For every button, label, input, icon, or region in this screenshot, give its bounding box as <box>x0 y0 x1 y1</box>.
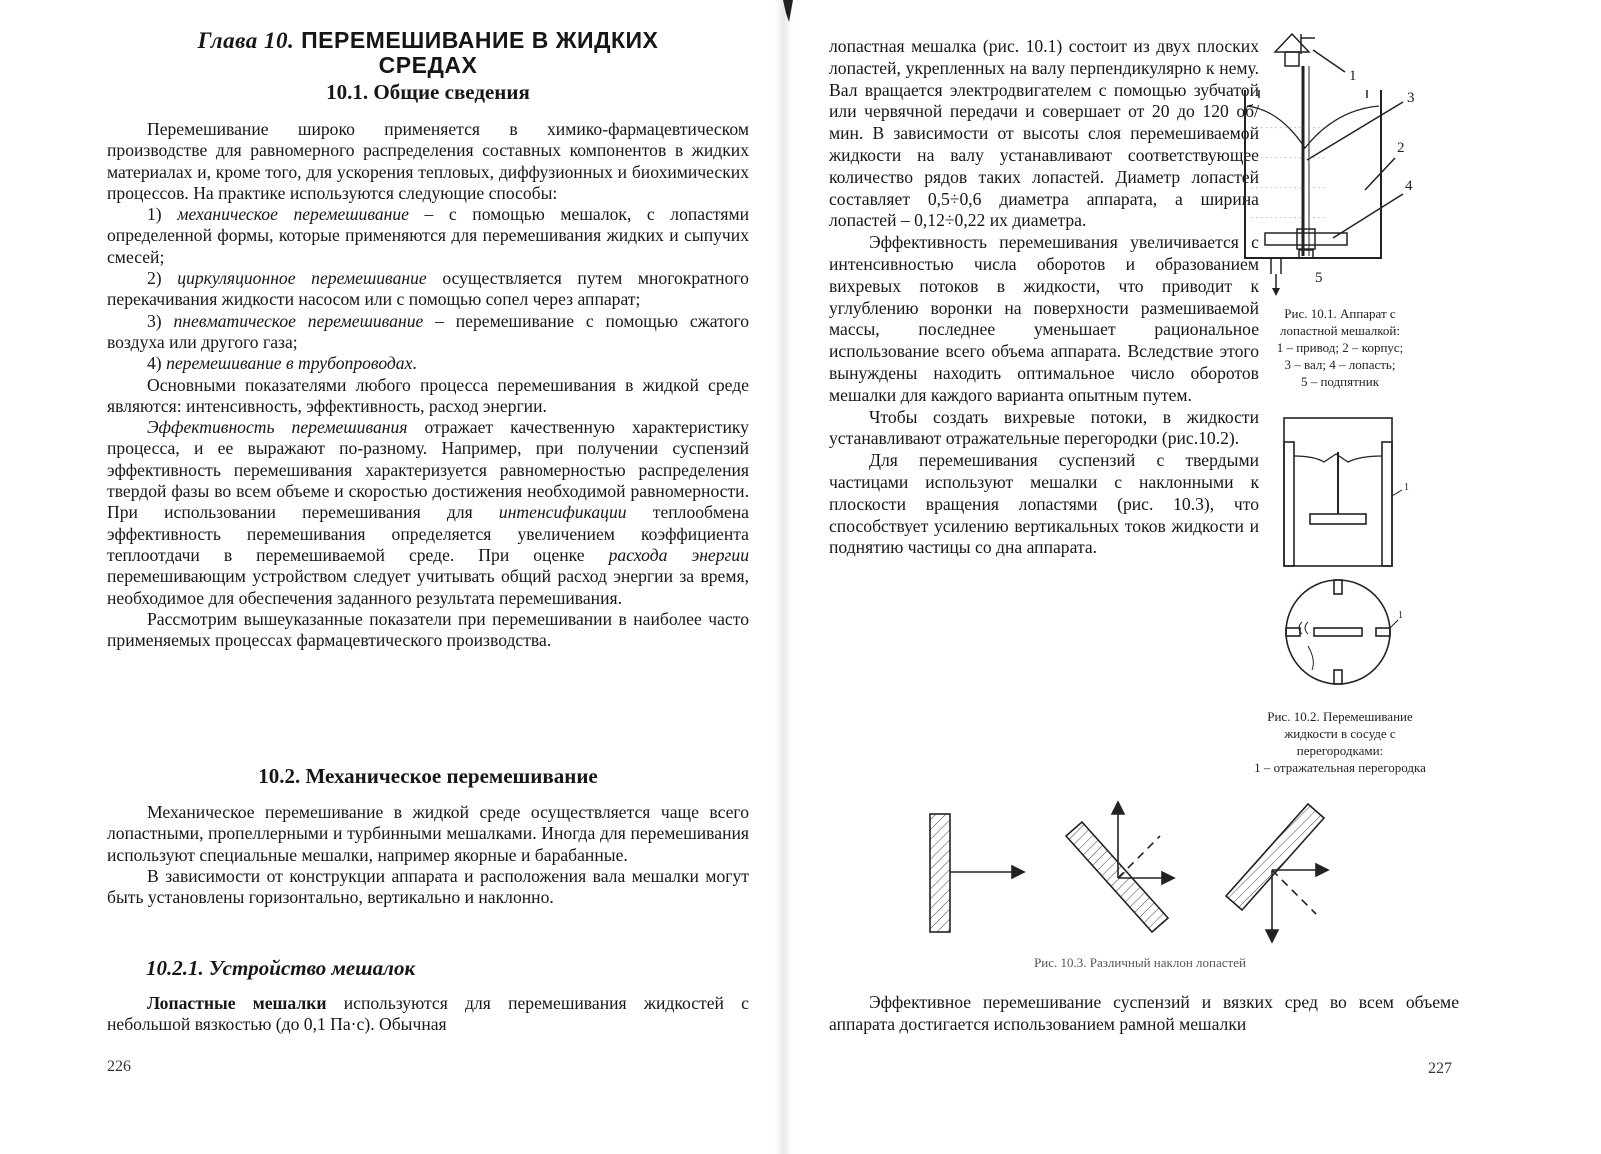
text-run: отражает качественную характеристику процесса, и ее выражают по-разному. Например, при получении суспензий эффективность перемешивания характеризуется равномерностью распределения твердой фазы во всем объеме и скоростью достижения необходимой равномерности. При использовании перемешивания для <box>107 417 749 523</box>
svg-text:- - - - - - - - - - - - - - -: - - - - - - - - - - - - - - - - <box>1251 154 1325 162</box>
right-page <box>780 0 1601 1154</box>
paragraph: лопастная мешалка (рис. 10.1) состоит из двух плоских лопастей, укрепленных на валу перпендикулярно к нему. Вал вращается электродвигателем с помощью зубчатой или червячной передачи и совершает от 20 до 120 об/мин. В зависимости от высоты слоя перемешиваемой жидкости на валу устанавливают соответствующее количество рядов таких лопастей. Диаметр лопастей составляет 0,5÷0,6 диаметра аппарата, а ширина лопастей – 0,12÷0,22 их диаметра. <box>829 36 1259 231</box>
caption-line: 5 – подпятник <box>1300 374 1380 389</box>
chapter-number: Глава 10. <box>197 28 295 53</box>
paragraph: В зависимости от конструкции аппарата и расположения вала мешалки могут быть установлены горизонтально, вертикально и наклонно. <box>107 865 749 908</box>
paragraph: Механическое перемешивание в жидкой среде осуществляется чаще всего лопастными, пропеллерными и турбинными мешалками. Иногда для перемешивания используют специальные мешалки, например якорные и барабанные. <box>107 802 749 865</box>
figure-10-3-caption: Рис. 10.3. Различный наклон лопастей <box>1034 955 1246 970</box>
paragraph: Для перемешивания суспензий с твердыми частицами используют мешалки с наклонными к плоскости вращения лопастями (рис. 10.3), что способствует усилению вертикальных токов жидкости и поднятию частицы со дна аппарата. <box>829 450 1259 558</box>
page-number: 226 <box>107 1058 131 1075</box>
list-item <box>107 268 749 311</box>
paragraph: Эффективность перемешивания увеличивается с интенсивностью числа оборотов и образованием вихревых потоков в жидкости, что приводит к углублению воронки на поверхности размешиваемой массы, последнее уменьшает рациональное использование всего объема аппарата. Вследствие этого вынуждены находить оптимальное число оборотов мешалки для каждого варианта опытным путем. <box>829 232 1259 405</box>
list-item <box>107 311 749 354</box>
caption-line: перегородками: <box>1296 743 1384 758</box>
text-run: теплообмена эффективность перемешивания определяется увеличением коэффициента теплоотдачи в перемешиваемой среде. При оценке <box>107 502 749 565</box>
svg-text:- - - - - - - - - - - - - - -: - - - - - - - - - - - - - - - - <box>1251 214 1325 222</box>
caption-line: лопастной мешалкой: <box>1280 323 1400 338</box>
paragraph: Рассмотрим вышеуказанные показатели при перемешивании в наиболее часто применяемых процессах фармацевтического производства. <box>107 608 749 651</box>
caption-line: Рис. 10.1. Аппарат с <box>1284 306 1396 321</box>
svg-text:- - - - - - - - - - - - - - -: - - - - - - - - - - - - - - - - <box>1251 124 1325 132</box>
figure-10-1-caption <box>1200 305 1480 390</box>
paragraph <box>107 417 749 609</box>
list-item <box>107 353 749 374</box>
svg-text:- - - - - - - - - - - - - - -: - - - - - - - - - - - - - - - - <box>1251 184 1325 192</box>
inclined-blade-1 <box>1066 822 1168 932</box>
left-text-block-1 <box>107 119 749 651</box>
item-term: циркуляционное перемешивание <box>177 268 427 289</box>
chapter-title-line2: СРЕДАХ <box>378 52 478 78</box>
item-number: 2) <box>147 268 162 289</box>
figure-10-3-blade-inclination <box>920 800 1340 950</box>
figure-10-2-baffles <box>1280 410 1420 700</box>
label-3: 3 <box>1407 90 1415 106</box>
fig2-label-1b: 1 <box>1398 610 1403 621</box>
inclined-blade-2 <box>1226 804 1324 910</box>
item-text: – с помощью мешалок, с лопастями определенной формы, которые применяются для перемешивания жидких и сыпучих смесей; <box>107 204 749 267</box>
chapter-title <box>107 28 749 77</box>
paragraph: Чтобы создать вихревые потоки, в жидкости устанавливают отражательные перегородки (рис.10.2). <box>829 406 1259 449</box>
paragraph: Основными показателями любого процесса перемешивания в жидкой среде являются: интенсивность, эффективность, расход энергии. <box>107 374 749 416</box>
left-page <box>0 0 780 1154</box>
item-number: 4) <box>147 353 162 374</box>
chapter-title-line1: ПЕРЕМЕШИВАНИЕ В ЖИДКИХ <box>301 27 659 53</box>
label-1: 1 <box>1349 68 1357 84</box>
fig2-label-1: 1 <box>1404 482 1409 493</box>
term: интенсификации <box>498 502 627 523</box>
item-term: перемешивание в трубопроводах <box>166 353 413 374</box>
caption-line: 3 – вал; 4 – лопасть; <box>1284 357 1396 372</box>
term: расхода энергии <box>608 544 749 565</box>
caption-line: 1 – привод; 2 – корпус; <box>1276 340 1404 355</box>
label-2: 2 <box>1397 140 1405 156</box>
vertical-blade <box>930 814 950 932</box>
item-text: осуществляется путем многократного перекачивания жидкости насосом или с помощью сопел через аппарат; <box>107 268 749 310</box>
item-number: 3) <box>147 310 162 331</box>
label-5: 5 <box>1315 270 1323 286</box>
paragraph: Эффективное перемешивание суспензий и вязких сред во всем объеме аппарата достигается использованием рамной мешалки <box>829 992 1459 1034</box>
item-text: . <box>412 353 417 374</box>
item-term: механическое перемешивание <box>177 204 409 225</box>
term: Эффективность перемешивания <box>147 417 408 438</box>
paragraph: Перемешивание широко применяется в химико-фармацевтическом производстве для равномерного распределения составных компонентов в жидких материалах и, кроме того, для ускорения тепловых, диффузионных и биохимических процессов. На практике используются следующие способы: <box>107 119 749 203</box>
item-number: 1) <box>147 204 162 225</box>
list-item <box>107 204 749 268</box>
text-run: используются для перемешивания жидкостей с небольшой вязкостью (до 0,1 Па·с). Обычная <box>107 993 749 1035</box>
right-bottom-text <box>829 992 1459 1036</box>
section-heading-10-2-1: 10.2.1. Устройство мешалок <box>146 956 416 980</box>
section-heading-10-2: 10.2. Механическое перемешивание <box>258 764 598 788</box>
text-run: перемешивающим устройством следует учитывать общий расход энергии за время, необходимое для обеспечения заданного результата перемешивания. <box>107 566 749 608</box>
label-4: 4 <box>1405 178 1413 194</box>
section-heading-10-1: 10.1. Общие сведения <box>326 80 530 104</box>
drive <box>1275 34 1309 52</box>
term: Лопастные мешалки <box>147 993 327 1013</box>
left-text-block-3 <box>107 993 749 1036</box>
caption-line: Рис. 10.2. Перемешивание <box>1267 709 1413 724</box>
right-text-block <box>829 36 1259 559</box>
paragraph <box>107 993 749 1036</box>
figure-10-1-apparatus <box>1235 30 1455 300</box>
item-term: пневматическое перемешивание <box>173 310 424 331</box>
item-text: – перемешивание с помощью сжатого воздуха или другого газа; <box>107 310 749 352</box>
page-number: 227 <box>1428 1060 1452 1077</box>
figure-10-2-caption <box>1210 708 1470 776</box>
caption-line: 1 – отражательная перегородка <box>1254 760 1426 775</box>
caption-line: жидкости в сосуде с <box>1284 726 1396 741</box>
left-text-block-2 <box>107 802 749 908</box>
